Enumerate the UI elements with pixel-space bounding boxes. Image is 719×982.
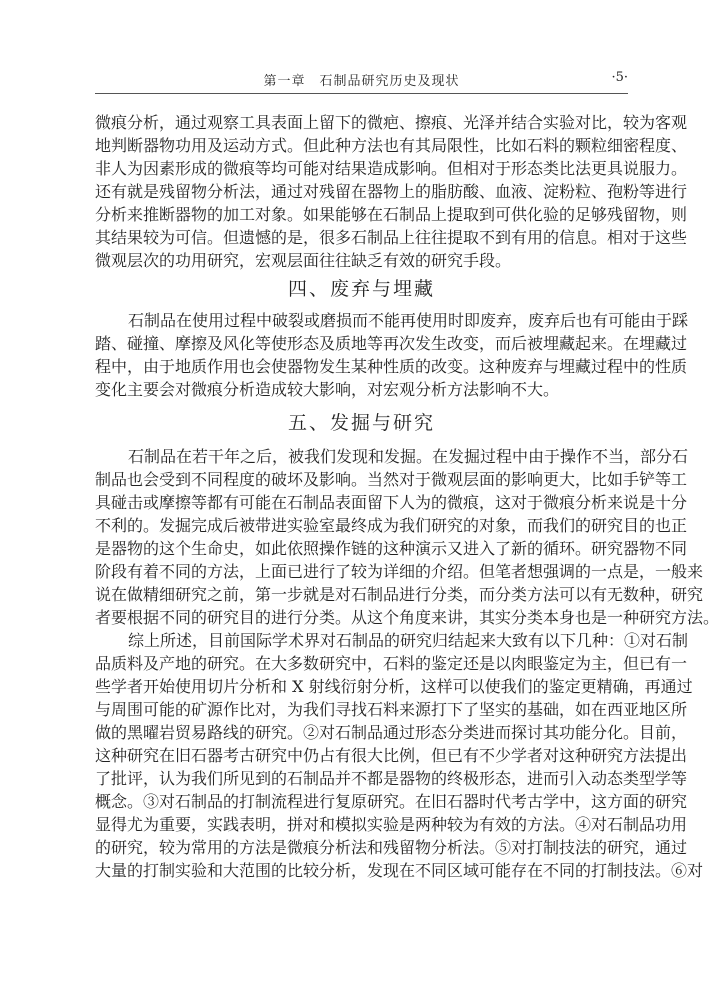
- text-line: 的研究，较为常用的方法是微痕分析法和残留物分析法。⑤对打制技法的研究，通过: [95, 838, 688, 857]
- text-line: 了批评，认为我们所见到的石制品并不都是器物的终极形态，进而引入动态类型学等: [95, 769, 688, 788]
- text-line: 些学者开始使用切片分析和 X 射线衍射分析，这样可以使我们的鉴定更精确，再通过: [95, 677, 693, 696]
- paragraph: [95, 111, 688, 272]
- text-line: 石制品在使用过程中破裂或磨损而不能再使用时即废弃，废弃后也有可能由于踩: [128, 311, 689, 330]
- text-line: 说在做精细研究之前，第一步就是对石制品进行分类，而分类方法可以有无数种，研究: [95, 585, 704, 604]
- header-rule: [95, 93, 628, 94]
- text-line: 具碰击或摩擦等都有可能在石制品表面留下人为的微痕，这对于微痕分析来说是十分: [95, 493, 688, 512]
- page-body: [95, 111, 719, 882]
- text-line: 这种研究在旧石器考古研究中仍占有很大比例，但已有不少学者对这种研究方法提出: [95, 746, 688, 765]
- text-line: 大量的打制实验和大范围的比较分析，发现在不同区域可能存在不同的打制技法。⑥对: [95, 861, 704, 880]
- text-line: 与周围可能的矿源作比对，为我们寻找石料来源打下了坚实的基础，如在西亚地区所: [95, 700, 688, 719]
- paragraph: [95, 629, 704, 882]
- text-line: 不利的。发掘完成后被带进实验室最终成为我们研究的对象，而我们的研究目的也正: [95, 516, 688, 535]
- section-heading: 四、废弃与埋藏: [287, 278, 435, 300]
- text-line: 非人为因素形成的微痕等均可能对结果造成影响。但相对于形态类比法更具说服力。: [95, 159, 688, 178]
- text-line: 显得尤为重要，实践表明，拼对和模拟实验是两种较为有效的方法。④对石制品功用: [95, 815, 688, 834]
- paragraph: [95, 309, 689, 401]
- text-line: 其结果较为可信。但遗憾的是，很多石制品上往往提取不到有用的信息。相对于这些: [95, 228, 688, 247]
- text-line: 石制品在若干年之后，被我们发现和发掘。在发掘过程中由于操作不当，部分石: [128, 447, 689, 466]
- text-line: 品质料及产地的研究。在大多数研究中，石料的鉴定还是以肉眼鉴定为主，但已有一: [95, 654, 688, 673]
- text-line: 制品也会受到不同程度的破坏及影响。当然对于微观层面的影响更大，比如手铲等工: [95, 470, 688, 489]
- running-header: [95, 68, 628, 90]
- text-line: 阶段有着不同的方法，上面已进行了较为详细的介绍。但笔者想强调的一点是，一般来: [95, 562, 704, 581]
- text-line: 概念。③对石制品的打制流程进行复原研究。在旧石器时代考古学中，这方面的研究: [95, 792, 688, 811]
- text-line: 踏、碰撞、摩擦及风化等使形态及质地等再次发生改变，而后被埋藏起来。在埋藏过: [95, 334, 688, 353]
- text-line: 微观层次的功用研究，宏观层面往往缺乏有效的研究手段。: [95, 251, 512, 270]
- text-line: 微痕分析，通过观察工具表面上留下的微疤、擦痕、光泽并结合实验对比，较为客观: [95, 113, 688, 132]
- text-line: 程中，由于地质作用也会使器物发生某种性质的改变。这种废弃与埋藏过程中的性质: [95, 357, 688, 376]
- text-line: 是器物的这个生命史，如此依照操作链的这种演示又进入了新的循环。研究器物不同: [95, 539, 688, 558]
- section-heading: 五、发掘与研究: [287, 412, 435, 434]
- text-line: 变化主要会对微痕分析造成较大影响，对宏观分析方法影响不大。: [95, 380, 560, 399]
- text-line: 做的黑曜岩贸易路线的研究。②对石制品通过形态分类进而探讨其功能分化。目前，: [95, 723, 688, 742]
- text-line: 分析来推断器物的加工对象。如果能够在石制品上提取到可供化验的足够残留物，则: [95, 205, 688, 224]
- text-line: 者要根据不同的研究目的进行分类。从这个角度来讲，其实分类本身也是一种研究方法。: [95, 608, 719, 627]
- chapter-title: 第一章 石制品研究历史及现状: [263, 74, 460, 89]
- paragraph: [95, 445, 719, 629]
- page-number: ·5·: [611, 70, 628, 85]
- text-line: 还有就是残留物分析法，通过对残留在器物上的脂肪酸、血液、淀粉粒、孢粉等进行: [95, 182, 688, 201]
- text-line: 综上所述，目前国际学术界对石制品的研究归结起来大致有以下几种：①对石制: [128, 631, 689, 650]
- text-line: 地判断器物功用及运动方式。但此种方法也有其局限性，比如石料的颗粒细密程度、: [95, 136, 688, 155]
